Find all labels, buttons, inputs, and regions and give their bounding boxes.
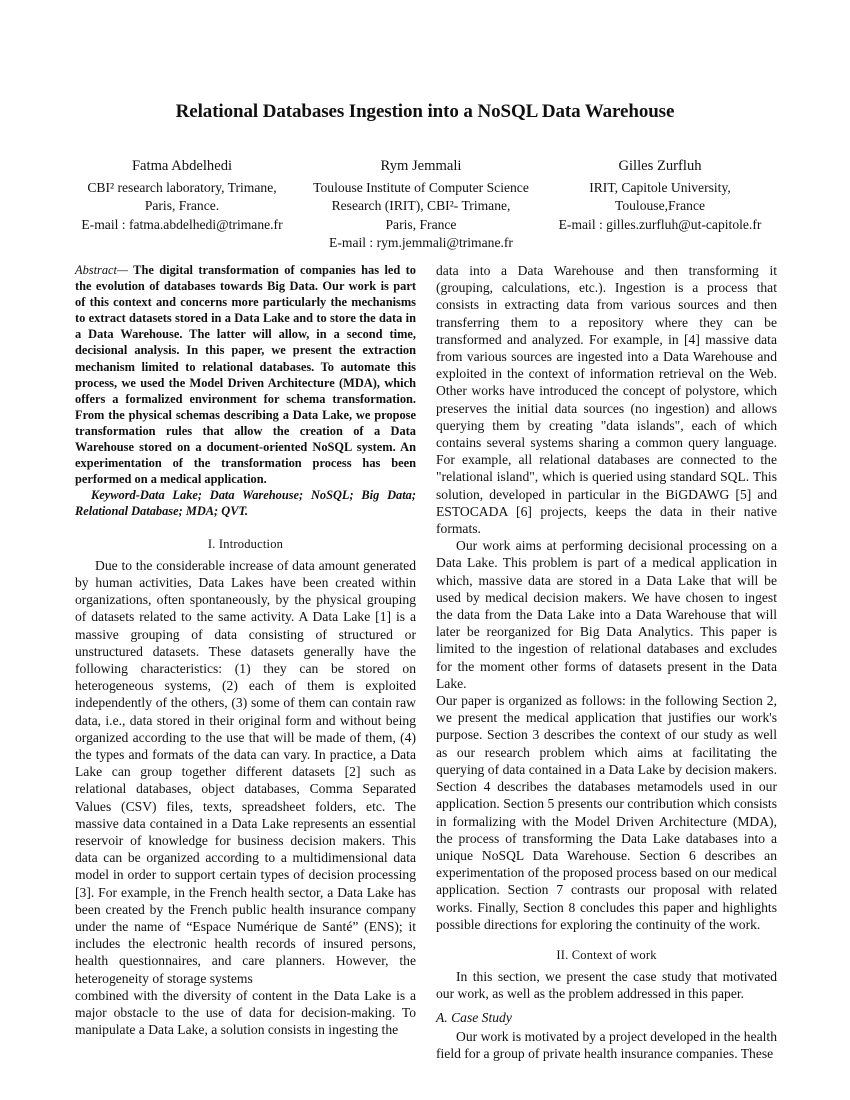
author-email: E-mail : gilles.zurfluh@ut-capitole.fr <box>558 216 762 232</box>
intro-paragraph-5: Our paper is organized as follows: in the following Section 2, we present the medical application that justifies our work's purpose. Section 3 describes the context of our study as well as our research problem which aims at facilitating the querying of data contained in a Data Lake by decision makers. Section 4 describes the databases metamodels used in our application. Section 5 presents our contribution which consists in formalizing with the Model Driven Architecture (MDA), the process of transforming the Data Lake databases into a unique NoSQL Data Warehouse. Section 6 describes an experimentation of the proposed process based on our medical application. Section 7 contrasts our proposal with related works. Finally, Section 8 concludes this paper and highlights possible directions for exploring the continuity of the work. <box>436 693 777 932</box>
paper-title: Relational Databases Ingestion into a NoSQL Data Warehouse <box>175 101 675 122</box>
abstract-text: The digital transformation of companies has led to the evolution of databases towards Big Data. Our work is part of this context and concerns more particularly the mechanisms to extract datasets stored in a Data Lake and to store the data in a Data Warehouse. The latter will allow, in a second time, decisional analysis. In this paper, we present the extraction mechanism limited to relational databases. To automate this process, we used the Model Driven Architecture (MDA), which offers a formalized environment for schema transformation. From the physical schemas describing a Data Lake, we propose transformation rules that allow the creation of a Data Warehouse stored on a document-oriented NoSQL system. An experimentation of the transformation process has been performed on a medical application. <box>75 263 416 487</box>
author-location: Paris, France <box>385 216 457 232</box>
author-name: Gilles Zurfluh <box>618 158 702 174</box>
author-email: E-mail : rym.jemmali@trimane.fr <box>329 235 513 250</box>
left-column <box>75 262 416 1038</box>
subsection-heading-case-study: A. Case Study <box>436 1009 512 1025</box>
author-block-3 <box>540 157 780 234</box>
keywords: Keyword-Data Lake; Data Warehouse; NoSQL; Big Data; Relational Database; MDA; QVT. <box>75 488 416 519</box>
case-study-paragraph: Our work is motivated by a project developed in the health field for a group of private health insurance companies. These <box>436 1028 777 1061</box>
author-affiliation-2: Research (IRIT), CBI²- Trimane, <box>331 198 511 213</box>
author-block-2 <box>301 157 541 253</box>
right-column <box>436 262 777 1062</box>
author-block-1 <box>62 157 302 234</box>
author-name: Fatma Abdelhedi <box>131 158 233 174</box>
intro-paragraph-1: Due to the considerable increase of data amount generated by human activities, Data Lakes have been created within organizations, often spontaneously, by the physical grouping of datasets related to the same activity. A Data Lake [1] is a massive grouping of data consisting of structured or unstructured datasets. These datasets generally have the following characteristics: (1) they can be stored on heterogeneous systems, (2) each of them is exploited independently of the others, (3) some of them can contain raw data, i.e., data stored in their original form and without being organized according to the use that will be made of them, (4) the types and formats of the data can vary. In practice, a Data Lake can group together different datasets [2] such as relational databases, object databases, Comma Separated Values (CSV) files, texts, spreadsheet folders, etc. The massive data contained in a Data Lake represents an essential reservoir of knowledge for business decision makers. This data can be organized according to a multidimensional data model in order to support certain types of decision processing [3]. For example, in the French health sector, a Data Lake has been created by the French public health insurance company under the name of “Espace Numérique de Santé” (ENS); it includes the electronic health records of insured persons, health questionnaires, and care planners. However, the heterogeneity of storage systems <box>75 557 416 986</box>
intro-paragraph-4: Our work aims at performing decisional processing on a Data Lake. This problem is part of a medical application in which, massive data are stored in a Data Lake that will be used by medical decision makers. We have chosen to ingest the data from the Data Lake into a Data Warehouse that will later be reorganized for Big Data Analytics. This paper is limited to the ingestion of relational databases and excludes for the moment other forms of datasets present in the Data Lake. <box>436 538 777 691</box>
author-location: Toulouse,France <box>614 198 706 213</box>
author-affiliation: IRIT, Capitole University, <box>589 179 731 195</box>
abstract <box>75 262 416 487</box>
author-affiliation: Toulouse Institute of Computer Science <box>313 179 529 195</box>
section-heading-introduction: I. Introduction <box>207 536 284 551</box>
intro-paragraph-3: data into a Data Warehouse and then transforming it (grouping, calculations, etc.). Ingestion is a process that consists in extracting data from various sources and then transferring them to a repository where they can be transformed and analyzed. For example, in [4] massive data from various sources are ingested into a Data Warehouse and exploited in the context of information retrieval on the Web. Other works have introduced the concept of polystore, which preserves the initial data sources (no ingestion) and allows querying them by creating "data islands", each of which contains several systems sharing a common query language. For example, all relational databases are connected to the "relational island", which is queried using standard SQL. This solution, developed in particular in the BiGDAWG [5] and ESTOCADA [6] projects, keeps the data in their native formats. <box>436 263 777 537</box>
context-paragraph-1: In this section, we present the case study that motivated our work, as well as the problem addressed in this paper. <box>436 969 777 1002</box>
author-affiliation: CBI² research laboratory, Trimane, <box>87 179 277 195</box>
author-email: E-mail : fatma.abdelhedi@trimane.fr <box>81 216 283 232</box>
author-name: Rym Jemmali <box>380 158 462 174</box>
section-heading-context: II. Context of work <box>556 947 657 962</box>
intro-paragraph-2: combined with the diversity of content in the Data Lake is a major obstacle to the use of data for decision-making. To manipulate a Data Lake, a solution consists in ingesting the <box>75 987 416 1038</box>
author-location: Paris, France. <box>144 198 220 213</box>
abstract-lead: Abstract— <box>75 263 129 277</box>
